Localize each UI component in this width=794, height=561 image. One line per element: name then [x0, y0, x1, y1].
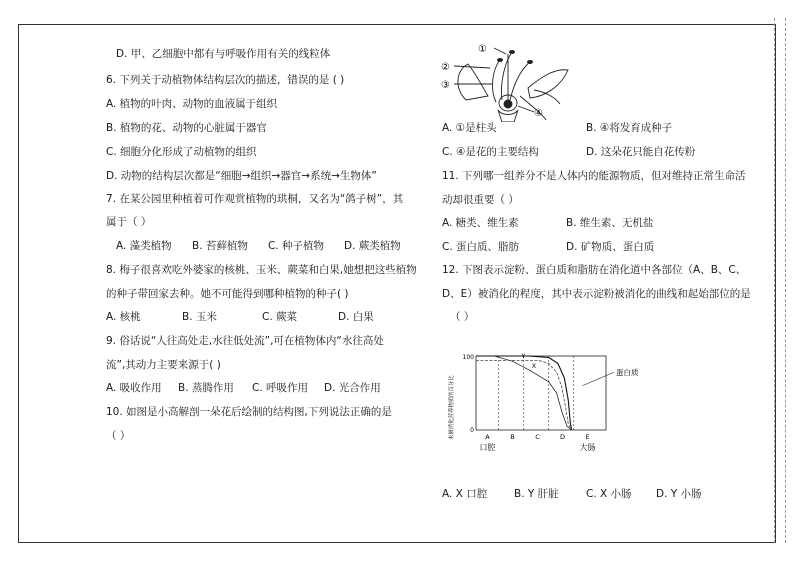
flower-stamen-2 — [501, 52, 512, 100]
q10-option-c: C. ④是花的主要结构 — [442, 146, 539, 158]
q11-option-b: B. 维生素、无机盐 — [566, 217, 654, 229]
q7-stem-line2: 属于（ ） — [106, 216, 152, 228]
q11-option-a: A. 糖类、维生素 — [442, 217, 519, 229]
q12-stem-line1: 12. 下图表示淀粉、蛋白质和脂肪在消化道中各部位（A、B、C、 — [442, 264, 747, 276]
q9-stem-line2: 流”,其动力主要来源于( ) — [106, 359, 221, 371]
q12-option-a: A. X 口腔 — [442, 488, 488, 500]
chart-tick-labels — [463, 353, 639, 452]
chart-plot-border — [476, 356, 606, 430]
q11-option-d: D. 矿物质、蛋白质 — [566, 241, 655, 253]
x-category-A: A — [485, 433, 490, 441]
chart-frame — [476, 356, 606, 430]
q9-option-d: D. 光合作用 — [324, 382, 381, 394]
q10-stem-line2: （ ） — [106, 430, 131, 442]
q7-option-c: C. 种子植物 — [268, 240, 325, 252]
label-4-leader — [518, 106, 534, 112]
q7-option-b: B. 苔藓植物 — [192, 240, 248, 252]
q12-option-c: C. X 小肠 — [586, 488, 632, 500]
protein-leader-line — [583, 372, 614, 385]
q8-stem-line2: 的种子带回家去种。她不可能得到哪种植物的种子( ) — [106, 288, 349, 300]
x-category-D: D — [559, 433, 566, 441]
flower-stamen-3 — [510, 62, 530, 100]
q9-option-c: C. 呼吸作用 — [252, 382, 309, 394]
q10-stem-line1: 10. 如图是小高解剖一朵花后绘制的结构图,下列说法正确的是 — [106, 406, 392, 418]
q8-option-c: C. 蕨菜 — [262, 311, 298, 323]
series-label-protein: 蛋白质 — [616, 368, 639, 378]
q6-option-a: A. 植物的叶肉、动物的血液属于组织 — [106, 98, 278, 110]
q7-option-a: A. 藻类植物 — [116, 240, 172, 252]
q6-option-c: C. 细胞分化形成了动植物的组织 — [106, 146, 257, 158]
binding-margin — [774, 18, 786, 543]
q10-option-a: A. ①是柱头 — [442, 122, 497, 134]
q12-stem-line3: （ ） — [450, 311, 475, 323]
q10-option-b: B. ④将发育成种子 — [586, 122, 673, 134]
digestion-chart — [440, 346, 680, 458]
x-category-B: B — [510, 433, 515, 441]
q11-option-c: C. 蛋白质、脂肪 — [442, 241, 520, 253]
region-label-mouth: 口腔 — [479, 443, 496, 452]
q5-option-d: D. 甲、乙细胞中都有与呼吸作用有关的线粒体 — [116, 48, 331, 60]
flower-petal-left — [458, 64, 488, 100]
flower-label-3: ③ — [441, 80, 450, 91]
q12-option-b: B. Y 肝脏 — [514, 488, 559, 500]
q8-stem-line1: 8. 梅子很喜欢吃外婆家的核桃、玉米、蕨菜和白果,她想把这些植物 — [106, 264, 417, 276]
q12-option-d: D. Y 小肠 — [656, 488, 702, 500]
flower-stamen-1 — [493, 60, 500, 102]
flower-label-1: ① — [478, 44, 487, 55]
q8-option-d: D. 白果 — [338, 311, 374, 323]
x-category-C: C — [535, 433, 540, 441]
q12-stem-line2: D、E）被消化的程度，其中表示淀粉被消化的曲线和起始部位的是 — [442, 288, 751, 300]
series-label-x: X — [531, 362, 537, 370]
q10-option-d: D. 这朵花只能自花传粉 — [586, 146, 696, 158]
flower-label-4: ④ — [534, 108, 543, 119]
q11-stem-line2: 动却很重要（ ） — [442, 194, 519, 206]
flower-diagram — [438, 40, 578, 122]
q6-option-d: D. 动物的结构层次都是“细胞→组织→器官→系统→生物体” — [106, 170, 377, 182]
q9-stem-line1: 9. 俗话说“人往高处走,水往低处流”,可在植物体内“水往高处 — [106, 335, 384, 347]
q7-option-d: D. 蕨类植物 — [344, 240, 401, 252]
q6-option-b: B. 植物的花、动物的心脏属于器官 — [106, 122, 267, 134]
flower-anther-2 — [509, 50, 515, 54]
label-2-leader — [454, 66, 490, 68]
flower-label-2: ② — [441, 62, 450, 73]
q9-option-a: A. 吸收作用 — [106, 382, 162, 394]
y-tick-100: 100 — [462, 354, 474, 361]
y-axis-label: 未被消化营养物质的百分比 — [449, 375, 455, 440]
region-label-large-intestine: 大肠 — [579, 443, 596, 452]
q8-option-b: B. 玉米 — [182, 311, 217, 323]
flower-receptacle — [498, 110, 518, 122]
q8-option-a: A. 核桃 — [106, 311, 141, 323]
flower-anther-1 — [497, 58, 503, 62]
label-1-leader — [494, 48, 506, 54]
q11-stem-line1: 11. 下列哪一组养分不是人体内的能源物质，但对维持正常生命活 — [442, 170, 746, 182]
x-category-E: E — [585, 433, 590, 441]
q9-option-b: B. 蒸腾作用 — [178, 382, 234, 394]
y-tick-0: 0 — [470, 427, 474, 434]
flower-ovule — [504, 100, 512, 108]
chart-region-dividers — [499, 356, 574, 430]
flower-anther-3 — [527, 60, 533, 64]
flower-petal-right — [528, 70, 568, 98]
q6-stem: 6. 下列关于动植物体结构层次的描述，错误的是 ( ) — [106, 74, 345, 86]
q7-stem-line1: 7. 在某公园里种植着可作观赏植物的珙桐，又名为“鸽子树”，其 — [106, 193, 404, 205]
series-label-y: Y — [521, 353, 526, 361]
